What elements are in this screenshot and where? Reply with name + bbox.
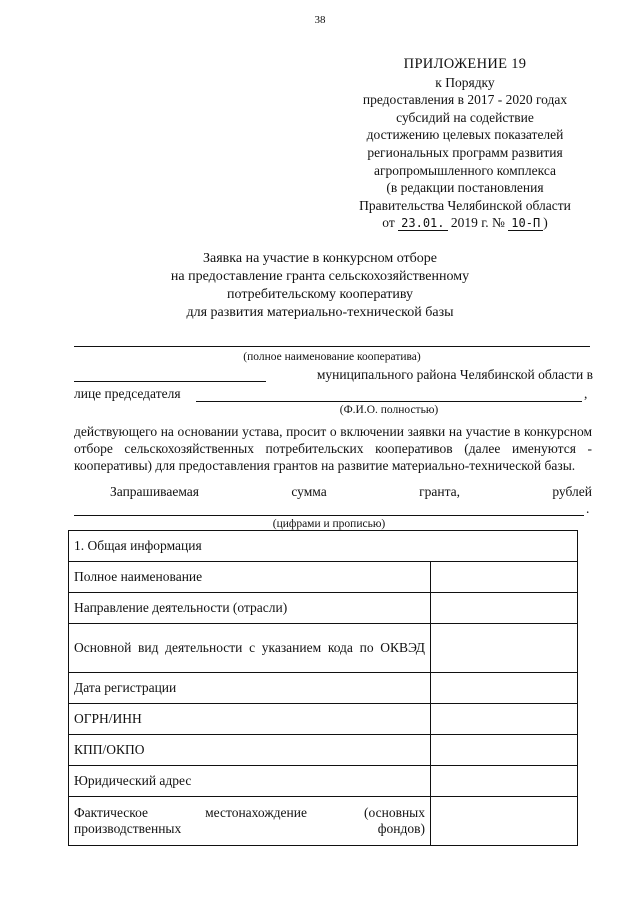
amount-blank-line[interactable] <box>74 515 584 516</box>
table-row <box>69 562 578 593</box>
value-cell[interactable] <box>431 593 578 624</box>
value-cell[interactable] <box>431 704 578 735</box>
appendix-block <box>340 56 590 232</box>
cooperative-name-line[interactable] <box>74 346 590 347</box>
page-number: 38 <box>314 14 326 26</box>
year-text: 2019 г. № <box>450 215 505 231</box>
appendix-date-line <box>340 214 590 232</box>
district-text: муниципального района Челябинской области в <box>316 367 593 382</box>
table-section-row <box>69 531 578 562</box>
row-label: Юридический адрес <box>69 766 431 797</box>
table-row <box>69 624 578 673</box>
handwritten-date: 23.01. <box>398 216 447 231</box>
chairman-prefix: лице председателя <box>74 386 181 401</box>
table-row <box>69 673 578 704</box>
heading-line: на предоставление гранта сельскохозяйственному <box>170 269 470 284</box>
row-label: Фактическое местонахождение (основных производственных фондов) <box>69 797 431 846</box>
value-cell[interactable] <box>431 735 578 766</box>
row-label: Полное наименование <box>69 562 431 593</box>
application-paragraph: действующего на основании устава, просит о включении заявки на участие в конкурсном отборе сельскохозяйственных потребительских кооперативов (далее именуются - кооперативы) для предоставления грантов на развитие материально-технической базы. <box>74 424 592 473</box>
district-blank-line[interactable] <box>74 381 266 382</box>
appendix-line: (в редакции постановления <box>386 180 544 196</box>
caption-amount: (цифрами и прописью) <box>272 518 386 530</box>
appendix-line: к Порядку <box>435 74 495 90</box>
row-label: Основной вид деятельности с указанием кода по ОКВЭД <box>69 624 431 673</box>
row-label: Дата регистрации <box>69 673 431 704</box>
close-paren: ) <box>543 215 548 231</box>
amount-word: Запрашиваемая <box>110 484 199 499</box>
caption-cooperative-name: (полное наименование кооператива) <box>243 351 421 363</box>
table-row <box>69 704 578 735</box>
chairman-name-line[interactable] <box>196 401 582 402</box>
table-row <box>69 593 578 624</box>
table-row <box>69 735 578 766</box>
section-title: 1. Общая информация <box>69 531 578 562</box>
application-heading <box>120 250 520 322</box>
amount-row <box>110 484 592 500</box>
table-row <box>69 797 578 846</box>
heading-line: для развития материально-технической базы <box>186 305 454 320</box>
handwritten-number: 10-П <box>508 216 543 231</box>
row-label: Направление деятельности (отрасли) <box>69 593 431 624</box>
value-cell[interactable] <box>431 673 578 704</box>
table-row <box>69 766 578 797</box>
appendix-line: субсидий на содействие <box>396 109 534 125</box>
appendix-line: предоставления в 2017 - 2020 годах <box>362 92 568 108</box>
appendix-title: ПРИЛОЖЕНИЕ 19 <box>403 56 527 72</box>
amount-word: гранта, <box>419 484 460 499</box>
appendix-line: агропромышленного комплекса <box>374 162 556 178</box>
value-cell[interactable] <box>431 797 578 846</box>
value-cell[interactable] <box>431 562 578 593</box>
heading-line: Заявка на участие в конкурсном отборе <box>203 251 437 266</box>
appendix-line: Правительства Челябинской области <box>359 197 571 213</box>
date-prefix: от <box>382 215 395 231</box>
row-label: ОГРН/ИНН <box>69 704 431 735</box>
row-label: КПП/ОКПО <box>69 735 431 766</box>
amount-word: сумма <box>291 484 327 499</box>
chairman-suffix: , <box>584 386 588 401</box>
value-cell[interactable] <box>431 766 578 797</box>
appendix-line: региональных программ развития <box>367 144 563 160</box>
amount-word: рублей <box>552 484 592 499</box>
caption-fio: (Ф.И.О. полностью) <box>339 404 439 416</box>
amount-suffix: . <box>586 501 590 516</box>
appendix-line: достижению целевых показателей <box>366 127 564 143</box>
general-info-table <box>68 530 578 846</box>
value-cell[interactable] <box>431 624 578 673</box>
heading-line: потребительскому кооперативу <box>227 287 413 302</box>
